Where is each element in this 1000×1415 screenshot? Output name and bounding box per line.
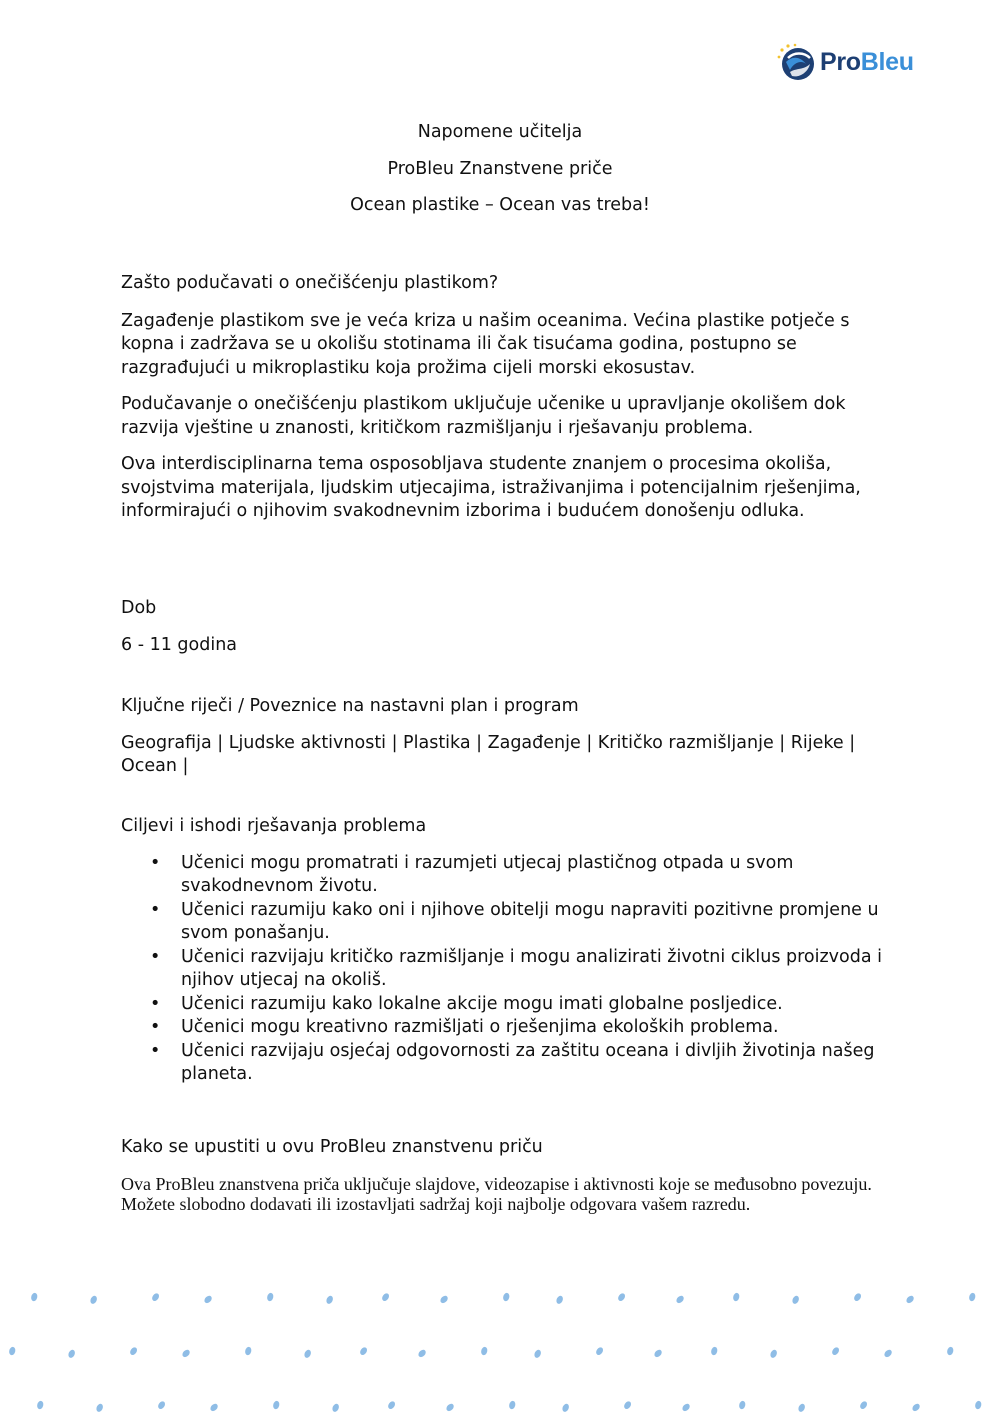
goal-text: Učenici razumiju kako oni i njihove obitelji mogu napraviti pozitivne promjene u svom ponašanju.: [181, 899, 879, 943]
droplet-dot: [181, 1348, 191, 1358]
droplet-dot: [445, 1402, 455, 1412]
droplet-dot: [617, 1292, 627, 1302]
droplet-dot: [272, 1400, 280, 1410]
bullet: •: [150, 852, 161, 873]
droplet-dot: [67, 1349, 76, 1359]
droplet-dot: [502, 1292, 510, 1302]
how-heading: Kako se upustiti u ovu ProBleu znanstvenu priču: [121, 1137, 543, 1157]
droplet-dot: [36, 1400, 44, 1410]
droplet-dot: [30, 1292, 38, 1302]
goals-list: [121, 852, 891, 1087]
droplet-dot: [561, 1403, 570, 1413]
keywords-section: [121, 695, 891, 779]
why-heading: Zašto podučavati o onečišćenju plastikom?: [121, 273, 499, 293]
probleu-logo: [776, 42, 914, 82]
list-item: [121, 852, 891, 899]
droplet-dot: [533, 1349, 542, 1359]
droplet-dot: [710, 1346, 718, 1356]
age-value: 6 - 11 godina: [121, 634, 238, 655]
goal-text: Učenici mogu kreativno razmišljati o rješenjima ekoloških problema.: [181, 1017, 779, 1037]
droplet-dot: [653, 1348, 663, 1358]
droplet-dot: [974, 1400, 982, 1410]
title-line-1: Napomene učitelja: [417, 122, 583, 142]
bullet: •: [150, 946, 161, 967]
droplet-dot: [738, 1400, 746, 1410]
droplet-dot: [8, 1346, 16, 1356]
droplet-dot: [681, 1402, 691, 1412]
droplet-dot: [303, 1349, 312, 1359]
how-section: [121, 1136, 891, 1214]
droplet-dot: [95, 1403, 104, 1413]
droplet-dot: [508, 1400, 516, 1410]
list-item: [121, 1016, 891, 1040]
droplet-dot: [946, 1346, 954, 1356]
droplet-dot: [266, 1292, 274, 1302]
bullet: •: [150, 1017, 161, 1037]
droplet-dot: [968, 1292, 976, 1302]
goal-text: Učenici razvijaju kritičko razmišljanje i mogu analizirati životni ciklus proizvoda i njihov utjecaj na okoliš.: [181, 946, 882, 990]
droplet-dot: [675, 1294, 685, 1304]
age-section: [121, 597, 891, 657]
droplet-dot: [381, 1292, 391, 1302]
bullet: •: [150, 1040, 161, 1061]
logo-pro: Pro: [820, 47, 861, 76]
age-heading: Dob: [121, 598, 157, 618]
list-item: [121, 899, 891, 946]
keywords-text: Geografija | Ljudske aktivnosti | Plastika | Zagađenje | Kritičko razmišljanje | Rijeke | Ocean |: [121, 732, 856, 776]
droplet-dot: [325, 1295, 334, 1305]
logo-bleu: Bleu: [860, 47, 914, 76]
document-title-block: [0, 119, 1000, 229]
droplet-dot: [595, 1346, 605, 1356]
logo-wordmark: [820, 48, 914, 77]
droplet-dot: [209, 1402, 219, 1412]
droplet-dot: [387, 1400, 397, 1410]
why-paragraph-3: Ova interdisciplinarna tema osposobljava studente znanjem o procesima okoliša, svojstvima materijala, ljudskim utjecajima, istraživanjima i potencijalnim rješenjima, informirajući o njihovim svakodnevnim izborima i budućem donošenju odluka.: [121, 454, 861, 521]
droplet-dot: [911, 1402, 921, 1412]
droplet-dot: [331, 1403, 340, 1413]
goal-text: Učenici razvijaju osjećaj odgovornosti za zaštitu oceana i divljih životinja našeg planeta.: [181, 1040, 875, 1084]
droplet-dot: [203, 1294, 213, 1304]
list-item: [121, 946, 891, 993]
droplet-dot: [769, 1349, 778, 1359]
why-section: [121, 272, 891, 537]
list-item: [121, 993, 891, 1017]
goal-text: Učenici razumiju kako lokalne akcije mogu imati globalne posljedice.: [181, 993, 783, 1014]
droplet-dot: [791, 1295, 800, 1305]
droplet-dot: [797, 1403, 806, 1413]
bullet: •: [150, 993, 161, 1014]
droplet-dot: [359, 1346, 369, 1356]
how-text: Ova ProBleu znanstvena priča uključuje slajdove, videozapise i aktivnosti koje se međusobno povezuju. Možete slobodno dodavati ili izostavljati sadržaj koji najbolje odgovara vašem razredu.: [121, 1173, 872, 1214]
droplet-dot: [157, 1400, 167, 1410]
keywords-heading: Ključne riječi / Poveznice na nastavni plan i program: [121, 696, 579, 716]
droplet-dot: [244, 1346, 252, 1356]
goals-section: [121, 815, 891, 1087]
droplet-dot: [623, 1400, 633, 1410]
droplet-dot: [732, 1292, 740, 1302]
droplet-dot: [905, 1294, 915, 1304]
goals-heading: Ciljevi i ishodi rješavanja problema: [121, 816, 427, 836]
why-paragraph-1: Zagađenje plastikom sve je veća kriza u našim oceanima. Većina plastike potječe s kopna i zadržava se u okolišu stotinama ili čak tisućama godina, postupno se razgrađujući u mikroplastiku koja prožima cijeli morski ekosustav.: [121, 310, 850, 378]
goal-text: Učenici mogu promatrati i razumjeti utjecaj plastičnog otpada u svom svakodnevnom životu.: [181, 852, 794, 896]
bullet: •: [150, 899, 161, 920]
droplet-dot: [480, 1346, 488, 1356]
droplet-dot: [89, 1295, 98, 1305]
droplet-dot: [831, 1346, 841, 1356]
probleu-globe-icon: [776, 42, 816, 82]
droplet-dot: [853, 1292, 863, 1302]
list-item: [121, 1040, 891, 1087]
droplet-dot: [859, 1400, 869, 1410]
droplet-dot: [555, 1295, 564, 1305]
droplet-dot: [883, 1348, 893, 1358]
title-line-3: Ocean plastike – Ocean vas treba!: [350, 195, 650, 215]
title-line-2: ProBleu Znanstvene priče: [387, 158, 613, 179]
droplet-dot: [439, 1294, 449, 1304]
why-paragraph-2: Podučavanje o onečišćenju plastikom uključuje učenike u upravljanje okolišem dok razvija vještine u znanosti, kritičkom razmišljanju i rješavanju problema.: [121, 394, 846, 438]
droplet-dot: [417, 1348, 427, 1358]
droplet-dot: [151, 1292, 161, 1302]
droplet-dot: [129, 1346, 139, 1356]
decorative-droplet-pattern: [0, 1280, 1000, 1415]
